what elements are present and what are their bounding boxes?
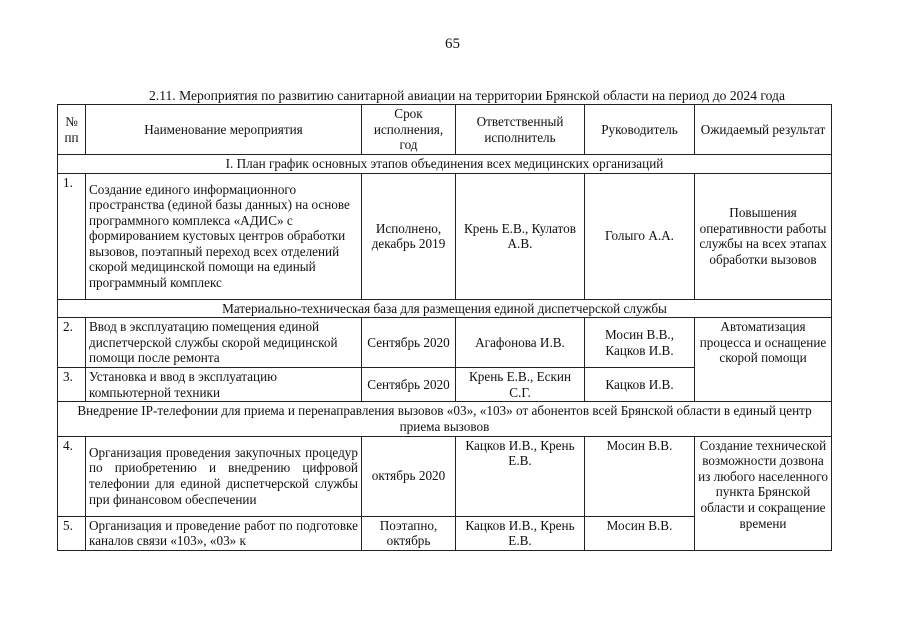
row-result: Создание технической возможности дозвона из любого населенного пункта Брянской области и сокращение времени [695, 436, 832, 550]
events-table [57, 104, 832, 551]
row-supervisor: Мосин В.В. [585, 436, 695, 516]
section-row-3 [58, 402, 832, 436]
row-name: Создание единого информационного пространства (единой базы данных) на основе программного комплекса «АДИС» с формированием кустовых центров обработки вызовов, поэтапный переход всех отделений скорой медицинской помощи на единый программный комплекс [86, 173, 362, 299]
header-result: Ожидаемый результат [695, 105, 832, 155]
header-deadline: Срок исполнения, год [362, 105, 456, 155]
section-title: I. План график основных этапов объединения всех медицинских организаций [58, 155, 832, 174]
row-num: 5. [58, 516, 86, 550]
row-executor: Агафонова И.В. [456, 318, 585, 368]
row-result: Автоматизация процесса и оснащение скорой помощи [695, 318, 832, 402]
row-executor: Крень Е.В., Кулатов А.В. [456, 173, 585, 299]
row-name: Ввод в эксплуатацию помещения единой диспетчерской службы скорой медицинской помощи после ремонта [86, 318, 362, 368]
table-row [58, 173, 832, 299]
header-executor: Ответственный исполнитель [456, 105, 585, 155]
row-name: Организация и проведение работ по подготовке каналов связи «103», «03» к [86, 516, 362, 550]
row-deadline: Исполнено, декабрь 2019 [362, 173, 456, 299]
row-deadline: Сентябрь 2020 [362, 368, 456, 402]
document-title: 2.11. Мероприятия по развитию санитарной авиации на территории Брянской области на период до 2024 года [149, 88, 785, 103]
row-name: Организация проведения закупочных процедур по приобретению и внедрению цифровой телефонии для единой диспетчерской службы при финансовом обеспечении [86, 436, 362, 516]
row-supervisor: Кацков И.В. [585, 368, 695, 402]
row-supervisor: Мосин В.В., Кацков И.В. [585, 318, 695, 368]
row-num: 4. [58, 436, 86, 516]
row-deadline: октябрь 2020 [362, 436, 456, 516]
row-supervisor: Мосин В.В. [585, 516, 695, 550]
row-num: 2. [58, 318, 86, 368]
table-header-row [58, 105, 832, 155]
row-deadline: Сентябрь 2020 [362, 318, 456, 368]
row-deadline: Поэтапно, октябрь [362, 516, 456, 550]
header-supervisor: Руководитель [585, 105, 695, 155]
page-number: 65 [445, 36, 460, 52]
table-row [58, 436, 832, 516]
table-row [58, 318, 832, 368]
row-supervisor: Голыго А.А. [585, 173, 695, 299]
header-num: № пп [58, 105, 86, 155]
row-result: Повышения оперативности работы службы на всех этапах обработки вызовов [695, 173, 832, 299]
row-executor: Крень Е.В., Ескин С.Г. [456, 368, 585, 402]
section-row-2 [58, 299, 832, 318]
section-title: Материально-техническая база для размещения единой диспетчерской службы [58, 299, 832, 318]
row-executor: Кацков И.В., Крень Е.В. [456, 436, 585, 516]
row-num: 1. [58, 173, 86, 299]
section-title: Внедрение IP-телефонии для приема и перенаправления вызовов «03», «103» от абонентов всей Брянской области в единый центр приема вызовов [58, 402, 832, 436]
row-name: Установка и ввод в эксплуатацию компьютерной техники [86, 368, 362, 402]
header-name: Наименование мероприятия [86, 105, 362, 155]
section-row-1 [58, 155, 832, 174]
row-executor: Кацков И.В., Крень Е.В. [456, 516, 585, 550]
row-num: 3. [58, 368, 86, 402]
